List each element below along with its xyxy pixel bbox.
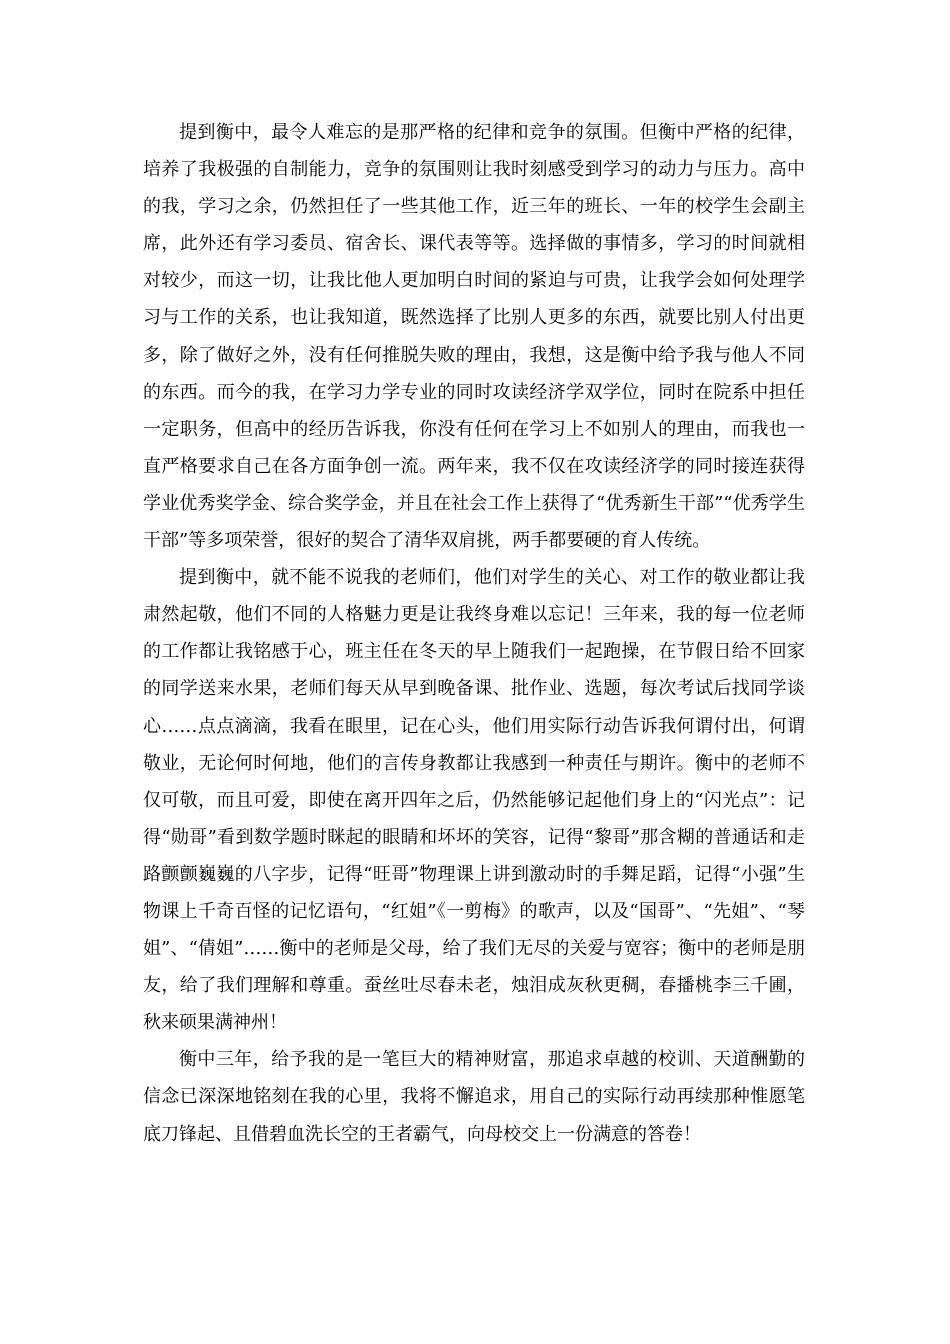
paragraph-three-years: 衡中三年，给予我的是一笔巨大的精神财富，那追求卓越的校训、天道酬勤的信念已深深地铭刻在我的心里，我将不懈追求，用自己的实际行动再续那种惟愿笔底刀锋起、且借碧血洗长空的王者霸气，向母校交上一份满意的答卷！ bbox=[143, 1049, 805, 1145]
paragraph-teachers: 提到衡中，就不能不说我的老师们，他们对学生的关心、对工作的敬业都让我肃然起敬，他们不同的人格魅力更是让我终身难以忘记！三年来，我的每一位老师的工作都让我铭感于心，班主任在冬天的早上随我们一起跑操，在节假日给不回家的同学送来水果，老师们每天从早到晚备课、批作业、选题，每次考试后找同学谈心……点点滴滴，我看在眼里，记在心头，他们用实际行动告诉我何谓付出，何谓敬业，无论何时何地，他们的言传身教都让我感到一种责任与期许。衡中的老师不仅可敬，而且可爱，即使在离开四年之后，仍然能够记起他们身上的“闪光点”：记得“勋哥”看到数学题时眯起的眼睛和坏坏的笑容，记得“黎哥”那含糊的普通话和走路颤颤巍巍的八字步，记得“旺哥”物理课上讲到激动时的手舞足蹈，记得“小强”生物课上千奇百怪的记忆语句，“红姐”《一剪梅》的歌声，以及“国哥”、“先姐”、“琴姐”、“倩姐”……衡中的老师是父母，给了我们无尽的关爱与宽容；衡中的老师是朋友，给了我们理解和尊重。蚕丝吐尽春未老，烛泪成灰秋更稠，春播桃李三千圃，秋来硕果满神州！ bbox=[143, 567, 805, 1034]
document-page bbox=[143, 114, 805, 1153]
paragraph-strict-discipline: 提到衡中，最令人难忘的是那严格的纪律和竞争的氛围。但衡中严格的纪律，培养了我极强的自制能力，竞争的氛围则让我时刻感受到学习的动力与压力。高中的我，学习之余，仍然担任了一些其他工作，近三年的班长、一年的校学生会副主席，此外还有学习委员、宿舍长、课代表等等。选择做的事情多，学习的时间就相对较少，而这一切，让我比他人更加明白时间的紧迫与可贵，让我学会如何处理学习与工作的关系，也让我知道，既然选择了比别人更多的东西，就要比别人付出更多，除了做好之外，没有任何推脱失败的理由，我想，这是衡中给予我与他人不同的东西。而今的我，在学习力学专业的同时攻读经济学双学位，同时在院系中担任一定职务，但高中的经历告诉我，你没有任何在学习上不如别人的理由，而我也一直严格要求自己在各方面争创一流。两年来，我不仅在攻读经济学的同时接连获得学业优秀奖学金、综合奖学金，并且在社会工作上获得了“优秀新生干部”“优秀学生干部”等多项荣誉，很好的契合了清华双肩挑，两手都要硬的育人传统。 bbox=[143, 122, 805, 552]
